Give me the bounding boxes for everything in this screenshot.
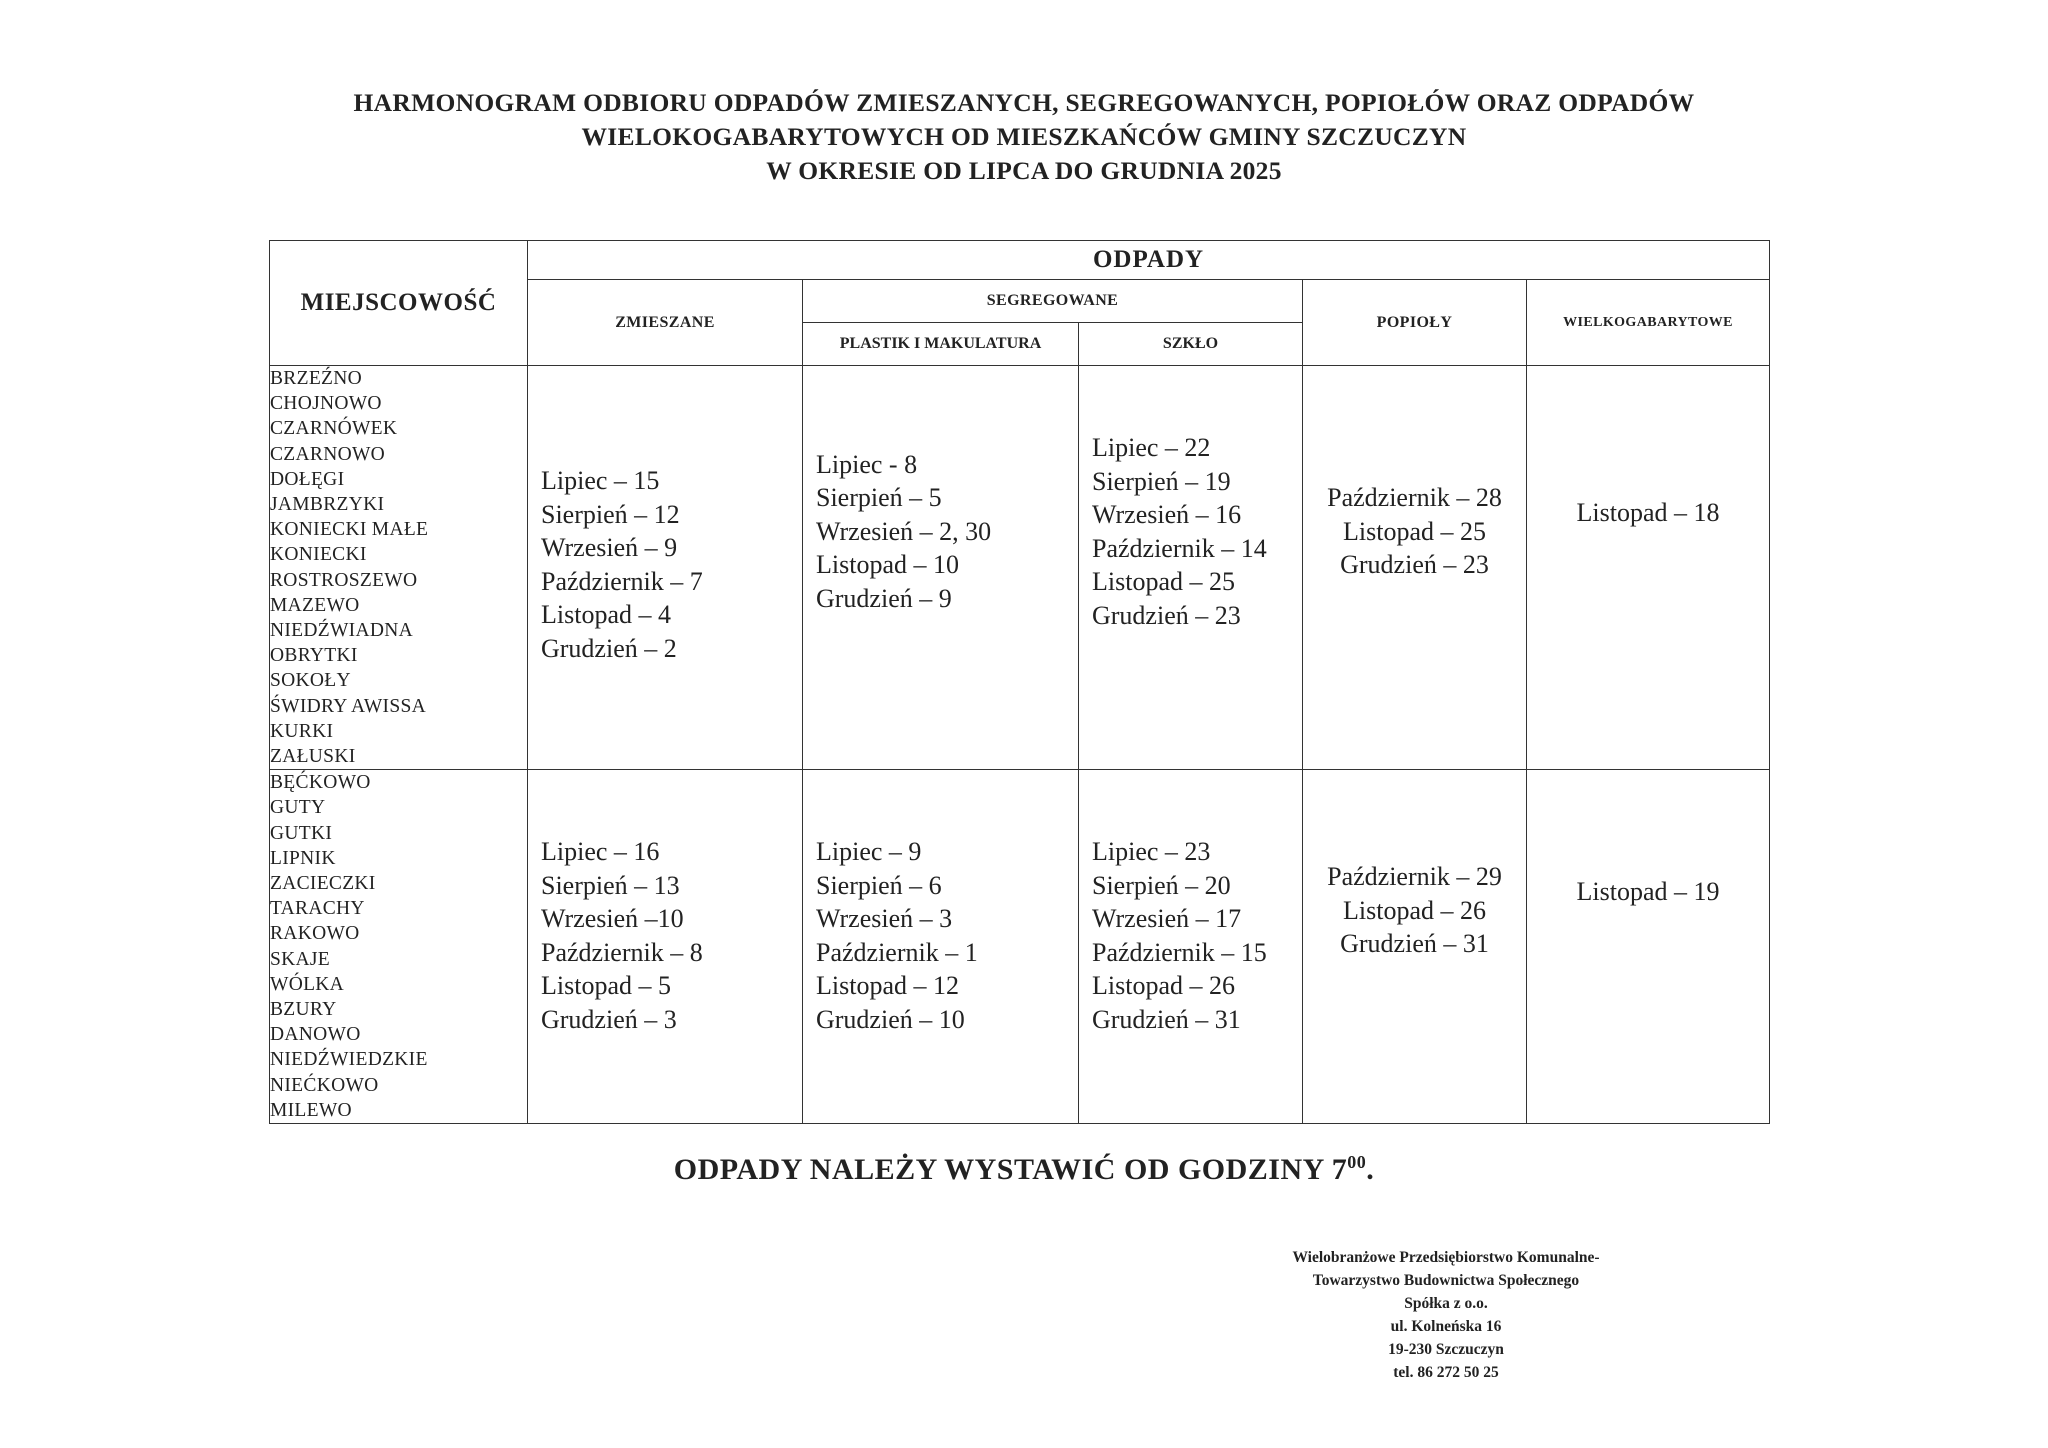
schedule-table — [269, 240, 1770, 1124]
date-entry: Grudzień – 31 — [1340, 929, 1489, 959]
places-cell — [270, 366, 528, 770]
header-plastik: PLASTIK I MAKULATURA — [803, 323, 1079, 366]
date-entry: Wrzesień –10 — [541, 904, 684, 934]
footer-line: tel. 86 272 50 25 — [1393, 1364, 1499, 1381]
date-entry: Listopad – 25 — [1343, 516, 1486, 546]
footer-line: Wielobranżowe Przedsiębiorstwo Komunalne- — [1292, 1249, 1600, 1266]
date-entry: Lipiec – 23 — [1092, 837, 1211, 867]
note-end: . — [1366, 1153, 1375, 1186]
popioly-cell — [1303, 366, 1527, 770]
title-line-3: W OKRESIE OD LIPCA DO GRUDNIA 2025 — [766, 156, 1282, 185]
place-name: TARACHY — [270, 898, 365, 920]
date-entry: Sierpień – 6 — [816, 870, 942, 900]
header-odpady: ODPADY — [528, 241, 1770, 280]
place-name: KONIECKI MAŁE — [270, 519, 429, 541]
date-entry: Październik – 8 — [541, 937, 703, 967]
title-line-1: HARMONOGRAM ODBIORU ODPADÓW ZMIESZANYCH, SEGREGOWANYCH, POPIOŁÓW ORAZ ODPADÓW — [353, 88, 1695, 117]
plastik-cell — [803, 770, 1079, 1124]
place-name: NIEDŹWIEDZKIE — [270, 1049, 428, 1071]
company-footer — [1236, 1246, 1656, 1384]
date-entry: Grudzień – 31 — [1092, 1004, 1241, 1034]
collection-time-note — [0, 1152, 2048, 1187]
header-segregowane: SEGREGOWANE — [803, 280, 1303, 323]
place-name: OBRYTKI — [270, 645, 358, 667]
date-entry: Listopad – 10 — [816, 550, 959, 580]
date-entry: Wrzesień – 17 — [1092, 904, 1242, 934]
date-entry: Sierpień – 20 — [1092, 870, 1231, 900]
wielkogabarytowe-cell — [1527, 770, 1770, 1124]
wielkogabarytowe-cell — [1527, 366, 1770, 770]
place-name: MAZEWO — [270, 594, 360, 616]
header-wielkogabarytowe: WIELKOGABARYTOWE — [1527, 280, 1770, 366]
zmieszane-cell — [528, 770, 803, 1124]
popioly-cell — [1303, 770, 1527, 1124]
place-name: JAMBRZYKI — [270, 494, 385, 516]
place-name: SKAJE — [270, 948, 331, 970]
date-entry: Grudzień – 3 — [541, 1004, 677, 1034]
date-entry: Listopad – 19 — [1576, 876, 1720, 906]
date-entry: Wrzesień – 2, 30 — [816, 516, 992, 546]
place-name: KONIECKI — [270, 544, 367, 566]
places-cell — [270, 770, 528, 1124]
date-entry: Sierpień – 19 — [1092, 466, 1231, 496]
footer-line: Towarzystwo Budownictwa Społecznego — [1312, 1272, 1580, 1289]
header-miejscowosc: MIEJSCOWOŚĆ — [270, 241, 528, 366]
place-name: ZACIECZKI — [270, 873, 376, 895]
header-zmieszane: ZMIESZANE — [528, 280, 803, 366]
date-entry: Lipiec - 8 — [816, 449, 918, 479]
place-name: GUTKI — [270, 822, 333, 844]
place-name: GUTY — [270, 797, 326, 819]
place-name: CZARNÓWEK — [270, 418, 398, 440]
date-entry: Grudzień – 10 — [816, 1004, 965, 1034]
date-entry: Grudzień – 9 — [816, 583, 952, 613]
date-entry: Październik – 15 — [1092, 937, 1267, 967]
place-name: CHOJNOWO — [270, 393, 382, 415]
date-entry: Wrzesień – 16 — [1092, 500, 1242, 530]
title-line-2: WIELOKOGABARYTOWYCH OD MIESZKAŃCÓW GMINY SZCZUCZYN — [581, 122, 1467, 151]
date-entry: Grudzień – 23 — [1340, 550, 1489, 580]
date-entry: Październik – 7 — [541, 566, 703, 596]
szklo-cell — [1079, 366, 1303, 770]
place-name: MILEWO — [270, 1099, 352, 1121]
date-entry: Listopad – 4 — [541, 600, 671, 630]
place-name: DANOWO — [270, 1024, 361, 1046]
date-entry: Sierpień – 5 — [816, 483, 942, 513]
plastik-cell — [803, 366, 1079, 770]
date-entry: Lipiec – 9 — [816, 837, 922, 867]
place-name: CZARNOWO — [270, 443, 386, 465]
date-entry: Sierpień – 12 — [541, 499, 680, 529]
date-entry: Listopad – 25 — [1092, 567, 1235, 597]
header-popioly: POPIOŁY — [1303, 280, 1527, 366]
date-entry: Listopad – 12 — [816, 971, 959, 1001]
place-name: NIEĆKOWO — [270, 1074, 379, 1096]
place-name: ŚWIDRY AWISSA — [270, 695, 427, 717]
document-title — [0, 86, 2048, 188]
date-entry: Październik – 28 — [1327, 483, 1502, 513]
zmieszane-cell — [528, 366, 803, 770]
date-entry: Wrzesień – 3 — [816, 904, 953, 934]
date-entry: Październik – 14 — [1092, 533, 1267, 563]
date-entry: Listopad – 18 — [1576, 497, 1720, 527]
footer-line: Spółka z o.o. — [1404, 1295, 1488, 1312]
footer-line: 19-230 Szczuczyn — [1388, 1341, 1504, 1358]
table-row — [270, 770, 1770, 1124]
date-entry: Lipiec – 16 — [541, 837, 660, 867]
date-entry: Listopad – 26 — [1092, 971, 1235, 1001]
place-name: BZURY — [270, 999, 337, 1021]
place-name: BRZEŹNO — [270, 368, 363, 389]
place-name: ZAŁUSKI — [270, 746, 356, 768]
date-entry: Listopad – 5 — [541, 971, 671, 1001]
date-entry: Listopad – 26 — [1343, 895, 1486, 925]
date-entry: Sierpień – 13 — [541, 870, 680, 900]
date-entry: Październik – 29 — [1327, 862, 1502, 892]
date-entry: Wrzesień – 9 — [541, 533, 678, 563]
note-text: ODPADY NALEŻY WYSTAWIĆ OD GODZINY 7 — [673, 1153, 1348, 1186]
footer-line: ul. Kolneńska 16 — [1390, 1318, 1502, 1335]
place-name: SOKOŁY — [270, 670, 351, 692]
place-name: NIEDŹWIADNA — [270, 620, 414, 642]
place-name: LIPNIK — [270, 847, 336, 869]
date-entry: Lipiec – 22 — [1092, 433, 1211, 463]
table-row — [270, 366, 1770, 770]
header-szklo: SZKŁO — [1079, 323, 1303, 366]
place-name: ROSTROSZEWO — [270, 569, 418, 591]
place-name: DOŁĘGI — [270, 468, 345, 490]
note-superscript: 00 — [1347, 1152, 1367, 1172]
place-name: BĘĆKOWO — [270, 772, 371, 794]
date-entry: Lipiec – 15 — [541, 466, 660, 496]
date-entry: Grudzień – 23 — [1092, 600, 1241, 630]
date-entry: Październik – 1 — [816, 937, 978, 967]
place-name: RAKOWO — [270, 923, 360, 945]
place-name: WÓLKA — [270, 973, 345, 995]
szklo-cell — [1079, 770, 1303, 1124]
date-entry: Grudzień – 2 — [541, 633, 677, 663]
place-name: KURKI — [270, 720, 334, 742]
